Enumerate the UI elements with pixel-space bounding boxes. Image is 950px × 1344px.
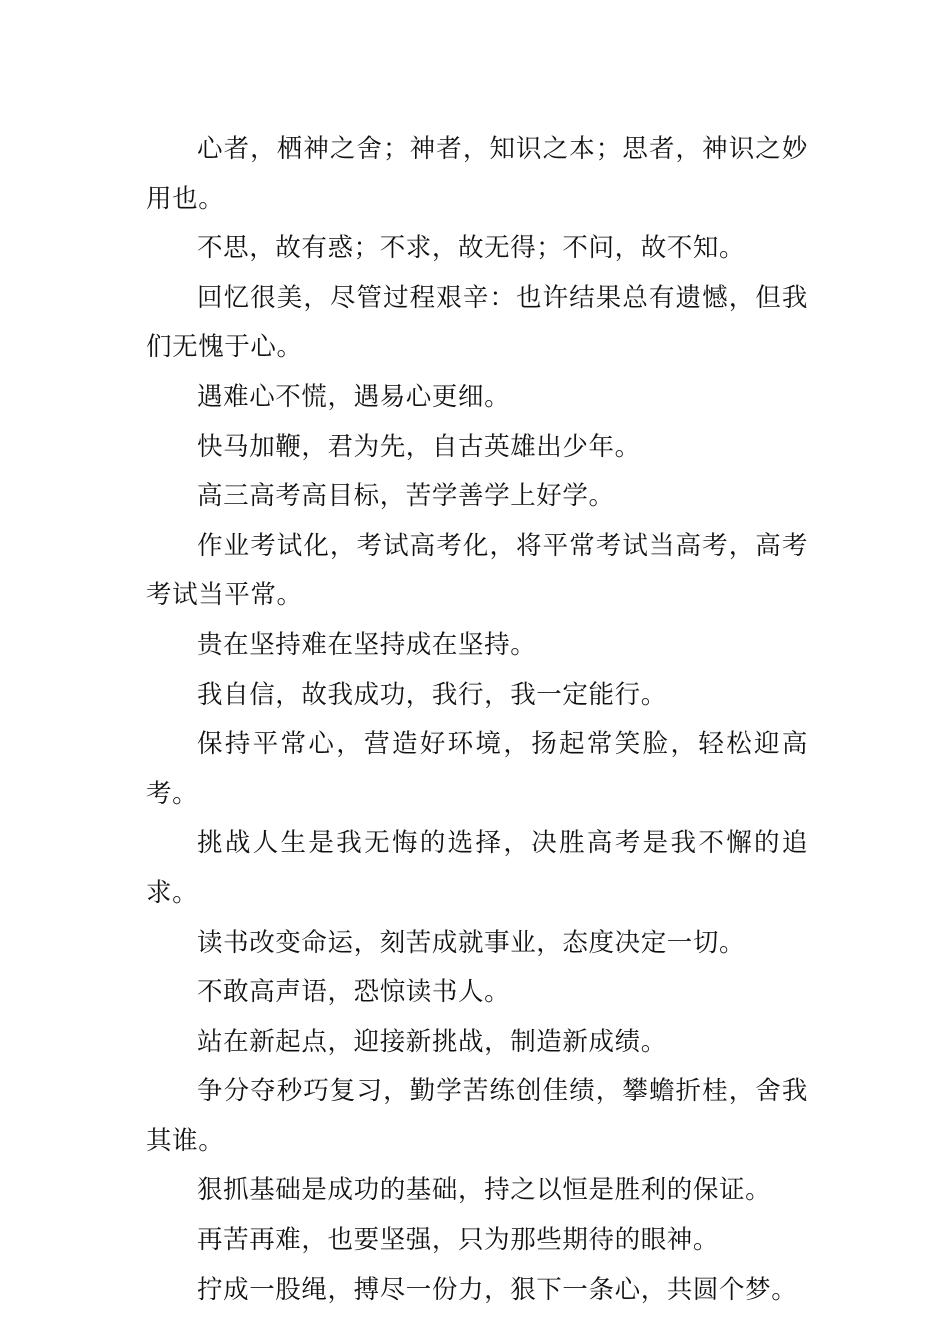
- paragraph: 高三高考高目标，苦学善学上好学。: [197, 481, 615, 512]
- paragraph: 站在新起点，迎接新挑战，制造新成绩。: [197, 1026, 667, 1057]
- paragraph: 贵在坚持难在坚持成在坚持。: [197, 629, 537, 660]
- paragraph: 读书改变命运，刻苦成就事业，态度决定一切。: [197, 927, 746, 958]
- paragraph: 不思，故有惑；不求，故无得；不问，故不知。: [197, 233, 746, 264]
- paragraph: 心者，栖神之舍；神者，知识之本；思者，神识之妙用也。: [146, 134, 808, 214]
- paragraph: 不敢高声语，恐惊读书人。: [197, 977, 511, 1008]
- paragraph: 挑战人生是我无悔的选择，决胜高考是我不懈的追求。: [146, 828, 808, 908]
- paragraph: 狠抓基础是成功的基础，持之以恒是胜利的保证。: [197, 1175, 772, 1206]
- document-body: [146, 125, 808, 1315]
- paragraph: 作业考试化，考试高考化，将平常考试当高考，高考考试当平常。: [146, 530, 808, 611]
- paragraph: 回忆很美，尽管过程艰辛：也许结果总有遗憾，但我们无愧于心。: [146, 282, 808, 363]
- paragraph: 快马加鞭，君为先，自古英雄出少年。: [197, 431, 641, 462]
- paragraph: 再苦再难，也要坚强，只为那些期待的眼神。: [197, 1225, 720, 1256]
- paragraph: 争分夺秒巧复习，勤学苦练创佳绩，攀蟾折桂，舍我其谁。: [146, 1076, 808, 1156]
- paragraph: 遇难心不慌，遇易心更细。: [197, 381, 511, 412]
- paragraph: 我自信，故我成功，我行，我一定能行。: [197, 679, 667, 710]
- paragraph: 拧成一股绳，搏尽一份力，狠下一条心，共圆个梦。: [197, 1274, 798, 1305]
- paragraph: 保持平常心，营造好环境，扬起常笑脸，轻松迎高考。: [146, 729, 808, 809]
